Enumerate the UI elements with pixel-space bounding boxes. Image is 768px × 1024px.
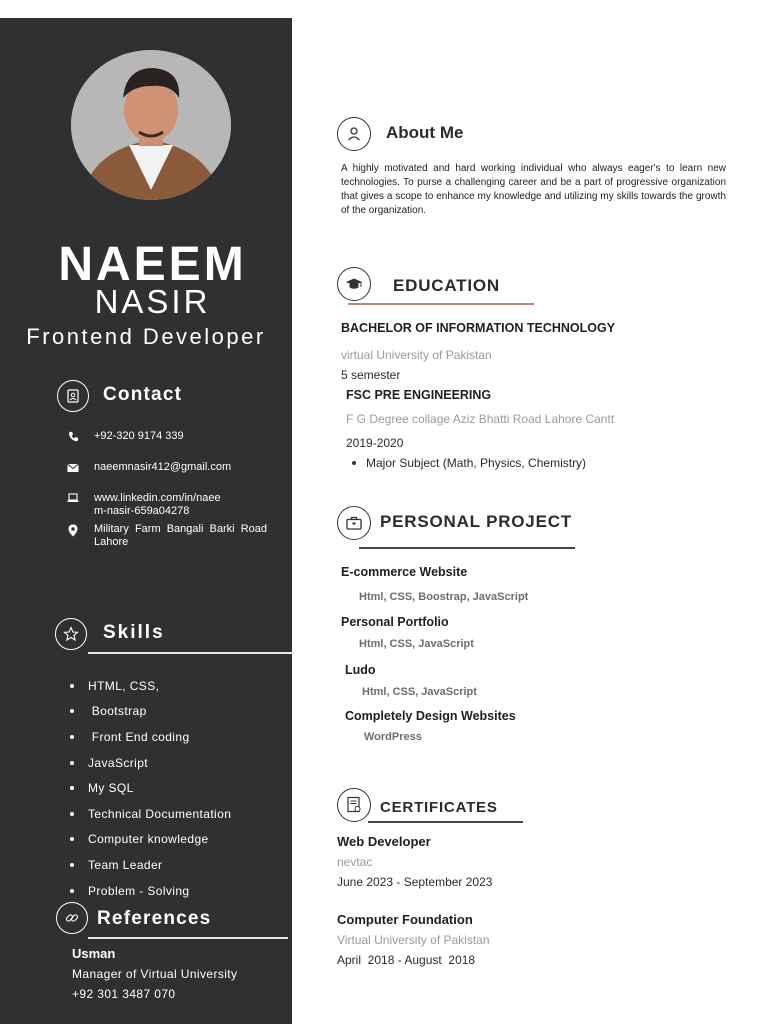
education-degree: FSC PRE ENGINEERING [346, 388, 492, 402]
projects-heading: PERSONAL PROJECT [380, 512, 572, 531]
project-title: Personal Portfolio [341, 615, 449, 629]
project-tech: Html, CSS, JavaScript [359, 638, 474, 650]
education-note [352, 456, 586, 470]
projects-divider [359, 547, 575, 549]
mail-icon [66, 461, 80, 475]
contact-linkedin[interactable] [94, 492, 221, 518]
certificate-icon [337, 788, 371, 822]
project-title: E-commerce Website [341, 565, 468, 579]
graduation-cap-icon [337, 267, 371, 301]
education-note-text: Major Subject (Math, Physics, Chemistry) [366, 456, 587, 470]
skill-item: HTML, CSS, [70, 673, 231, 699]
contact-heading: Contact [103, 384, 183, 405]
profile-photo [71, 50, 231, 200]
phone-icon [66, 429, 80, 443]
laptop-icon [66, 491, 80, 505]
references-heading: References [97, 908, 212, 929]
user-icon [337, 117, 371, 151]
project-tech: WordPress [364, 731, 422, 743]
skill-item: My SQL [70, 775, 231, 801]
last-name: NASIR [94, 283, 211, 320]
certificate-issuer: Virtual University of Pakistan [337, 933, 490, 947]
about-text: A highly motivated and hard working individual who always eager's to learn new technologies. To purse a challenging career and be a part of progressive organization that gives a scope to enhance my knowledge and utilizing my skills towards the growth of the organization. [341, 163, 726, 216]
skills-heading: Skills [103, 622, 165, 643]
education-school: F G Degree collage Aziz Bhatti Road Lahore Cantt [346, 412, 615, 426]
contact-address [94, 523, 278, 549]
project-tech: Html, CSS, Boostrap, JavaScript [359, 591, 529, 603]
skills-divider [88, 652, 292, 654]
certificates-divider [368, 821, 523, 823]
certificate-dates: June 2023 - September 2023 [337, 875, 493, 889]
education-detail: 5 semester [341, 368, 401, 382]
education-detail: 2019-2020 [346, 436, 404, 450]
certificate-dates: April 2018 - August 2018 [337, 953, 476, 967]
skill-item: Technical Documentation [70, 801, 231, 827]
certificates-heading: CERTIFICATES [380, 799, 498, 816]
linkedin-line-2: m-nasir-659a04278 [94, 505, 190, 517]
skill-item: Computer knowledge [70, 827, 231, 853]
contact-phone[interactable]: +92-320 9174 339 [94, 430, 184, 442]
skill-item: JavaScript [70, 750, 231, 776]
project-title: Ludo [345, 663, 376, 677]
location-pin-icon [66, 523, 80, 537]
reference-phone: +92 301 3487 070 [72, 987, 176, 1001]
reference-name: Usman [72, 946, 116, 961]
skills-list [70, 673, 231, 903]
skill-item: Bootstrap [70, 699, 231, 725]
sidebar [0, 18, 292, 1024]
education-divider [348, 303, 534, 305]
skill-item: Front End coding [70, 724, 231, 750]
about-heading: About Me [386, 123, 464, 142]
job-title: Frontend Developer [26, 324, 266, 349]
linkedin-line-1: www.linkedin.com/in/naee [94, 492, 221, 504]
education-heading: EDUCATION [393, 276, 500, 295]
briefcase-icon [337, 506, 371, 540]
certificate-title: Computer Foundation [337, 912, 473, 927]
reference-title: Manager of Virtual University [72, 967, 238, 981]
address-line-2: Lahore [94, 536, 129, 548]
star-icon [55, 618, 87, 650]
skill-item: Team Leader [70, 852, 231, 878]
link-icon [56, 902, 88, 934]
first-name: NAEEM [58, 238, 247, 291]
contact-email[interactable]: naeemnasir412@gmail.com [94, 461, 232, 473]
certificate-title: Web Developer [337, 834, 431, 849]
education-school: virtual University of Pakistan [341, 348, 492, 362]
references-divider [88, 937, 288, 939]
skill-item: Problem - Solving [70, 878, 231, 904]
project-tech: Html, CSS, JavaScript [362, 686, 477, 698]
address-book-icon [57, 380, 89, 412]
address-line-1: Military Farm Bangali Barki Road [94, 523, 267, 535]
certificate-issuer: nevtac [337, 855, 373, 869]
project-title: Completely Design Websites [345, 709, 516, 723]
education-degree: BACHELOR OF INFORMATION TECHNOLOGY [341, 321, 616, 335]
